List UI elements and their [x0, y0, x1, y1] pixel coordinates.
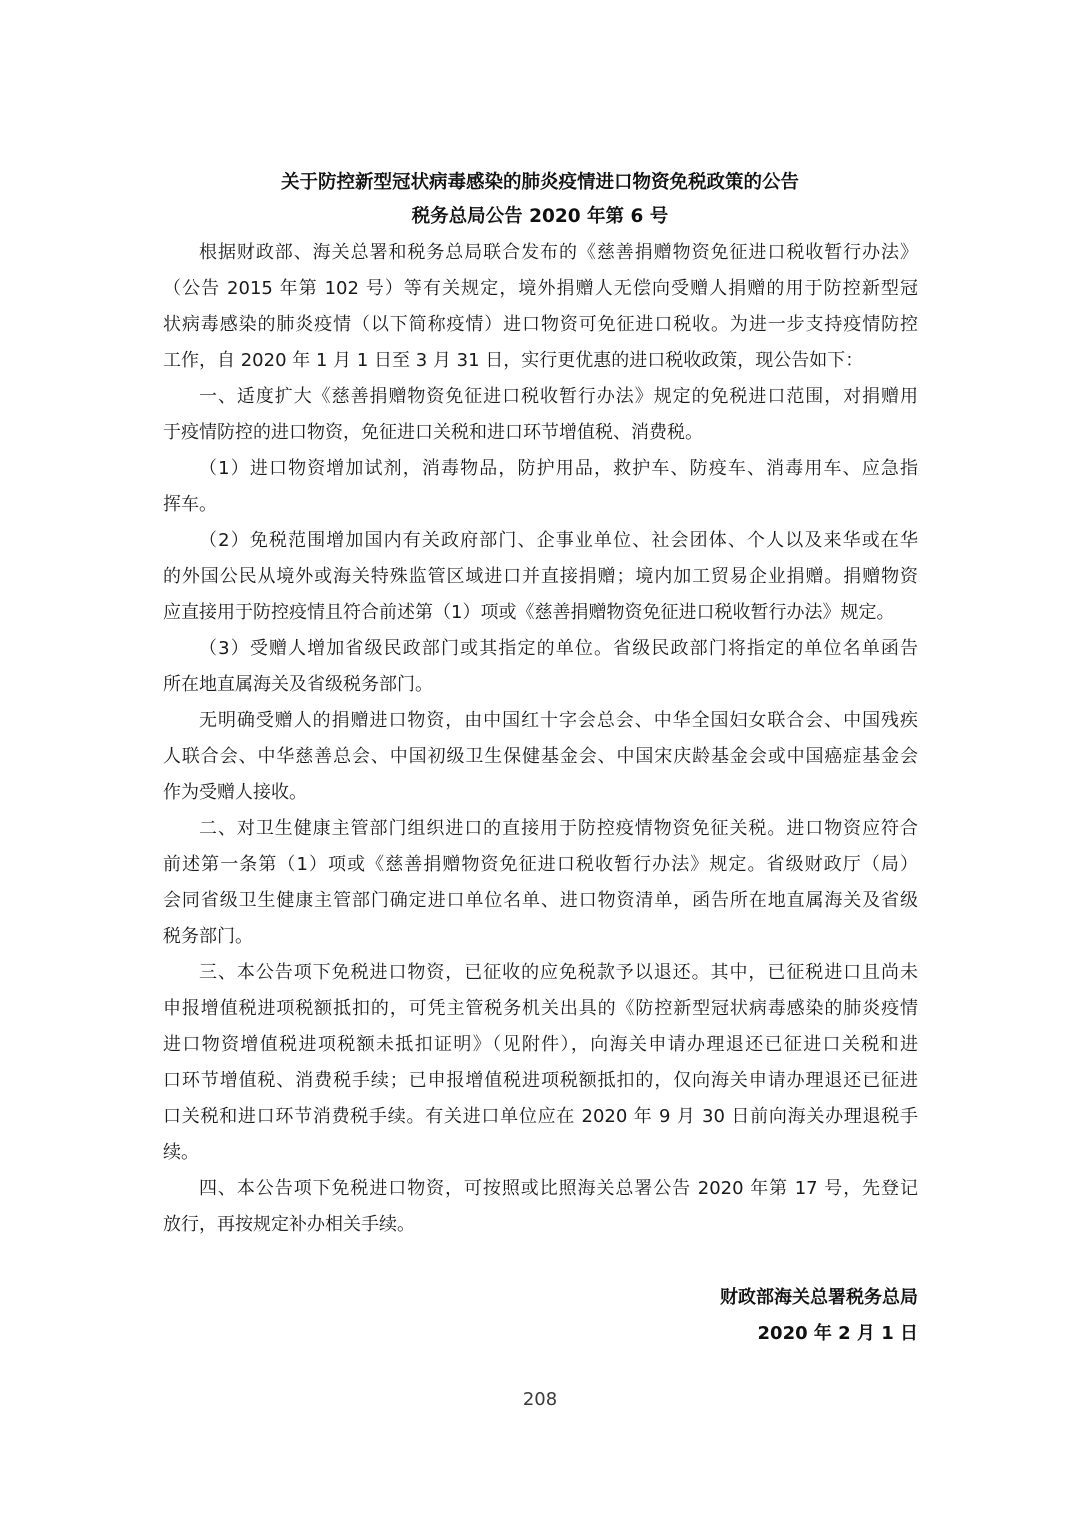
text-line: 四、本公告项下免税进口物资，可按照或比照海关总署公告 2020 年第 17 号，先登记 [199, 1178, 918, 1199]
text-line: 放行，再按规定补办相关手续。 [163, 1214, 415, 1235]
text-line: 一、适度扩大《慈善捐赠物资免征进口税收暂行办法》规定的免税进口范围，对捐赠用 [199, 386, 918, 407]
text-line: 作为受赠人接收。 [163, 782, 307, 803]
paragraph-item-2 [163, 811, 918, 955]
page-number: 208 [522, 1389, 558, 1410]
text-line: 所在地直属海关及省级税务部门。 [163, 674, 433, 695]
text-line: 三、本公告项下免税进口物资，已征收的应免税款予以退还。其中，已征税进口且尚未 [199, 962, 918, 983]
text-line: （公告 2015 年第 102 号）等有关规定，境外捐赠人无偿向受赠人捐赠的用于防控新型冠 [163, 278, 918, 299]
text-line: 口环节增值税、消费税手续；已申报增值税进项税额抵扣的，仅向海关申请办理退还已征进 [163, 1070, 918, 1091]
text-line: 人联合会、中华慈善总会、中国初级卫生保健基金会、中国宋庆龄基金会或中国癌症基金会 [163, 746, 918, 767]
text-line: 根据财政部、海关总署和税务总局联合发布的《慈善捐赠物资免征进口税收暂行办法》 [199, 242, 918, 263]
signature-block [720, 1280, 918, 1352]
text-line: 口关税和进口环节消费税手续。有关进口单位应在 2020 年 9 月 30 日前向海关办理退税手 [163, 1106, 918, 1127]
text-line: （2）免税范围增加国内有关政府部门、企事业单位、社会团体、个人以及来华或在华 [199, 530, 918, 551]
paragraph-item-1 [163, 379, 918, 451]
paragraph-item-4 [163, 1171, 918, 1243]
text-line: 无明确受赠人的捐赠进口物资，由中国红十字会总会、中华全国妇女联合会、中国残疾 [199, 710, 918, 731]
text-line: 工作，自 2020 年 1 月 1 日至 3 月 31 日，实行更优惠的进口税收政策，现公告如下： [163, 350, 864, 371]
issue-date: 2020 年 2 月 1 日 [757, 1323, 918, 1344]
text-line: 税务部门。 [163, 926, 253, 947]
paragraph-no-recipient [163, 703, 918, 811]
text-line: （3）受赠人增加省级民政部门或其指定的单位。省级民政部门将指定的单位名单函告 [199, 638, 918, 659]
paragraph-subitem-3 [163, 631, 918, 703]
text-line: 二、对卫生健康主管部门组织进口的直接用于防控疫情物资免征关税。进口物资应符合 [199, 818, 918, 839]
text-line: 会同省级卫生健康主管部门确定进口单位名单、进口物资清单，函告所在地直属海关及省级 [163, 890, 918, 911]
text-line: 进口物资增值税进项税额未抵扣证明》（见附件），向海关申请办理退还已征进口关税和进 [163, 1034, 918, 1055]
text-line: 申报增值税进项税额抵扣的，可凭主管税务机关出具的《防控新型冠状病毒感染的肺炎疫情 [163, 998, 918, 1019]
announcement-title: 关于防控新型冠状病毒感染的肺炎疫情进口物资免税政策的公告 [280, 172, 799, 193]
text-line: 的外国公民从境外或海关特殊监管区域进口并直接捐赠；境内加工贸易企业捐赠。捐赠物资 [163, 566, 918, 587]
issuing-authorities: 财政部海关总署税务总局 [720, 1287, 918, 1308]
text-line: 续。 [163, 1142, 199, 1163]
announcement-number: 税务总局公告 2020 年第 6 号 [411, 206, 669, 227]
paragraph-item-3 [163, 955, 918, 1171]
text-line: 应直接用于防控疫情且符合前述第（1）项或《慈善捐赠物资免征进口税收暂行办法》规定。 [163, 602, 895, 623]
text-line: 于疫情防控的进口物资，免征进口关税和进口环节增值税、消费税。 [163, 422, 703, 443]
paragraph-subitem-1 [163, 451, 918, 523]
text-line: （1）进口物资增加试剂，消毒物品，防护用品，救护车、防疫车、消毒用车、应急指 [199, 458, 918, 479]
text-line: 前述第一条第（1）项或《慈善捐赠物资免征进口税收暂行办法》规定。省级财政厅（局） [163, 854, 918, 875]
text-line: 挥车。 [163, 494, 217, 515]
paragraph-subitem-2 [163, 523, 918, 631]
paragraph-intro [163, 235, 918, 379]
text-line: 状病毒感染的肺炎疫情（以下简称疫情）进口物资可免征进口税收。为进一步支持疫情防控 [163, 314, 918, 335]
announcement-body [163, 235, 918, 1243]
announcement-title-block [0, 166, 1080, 234]
